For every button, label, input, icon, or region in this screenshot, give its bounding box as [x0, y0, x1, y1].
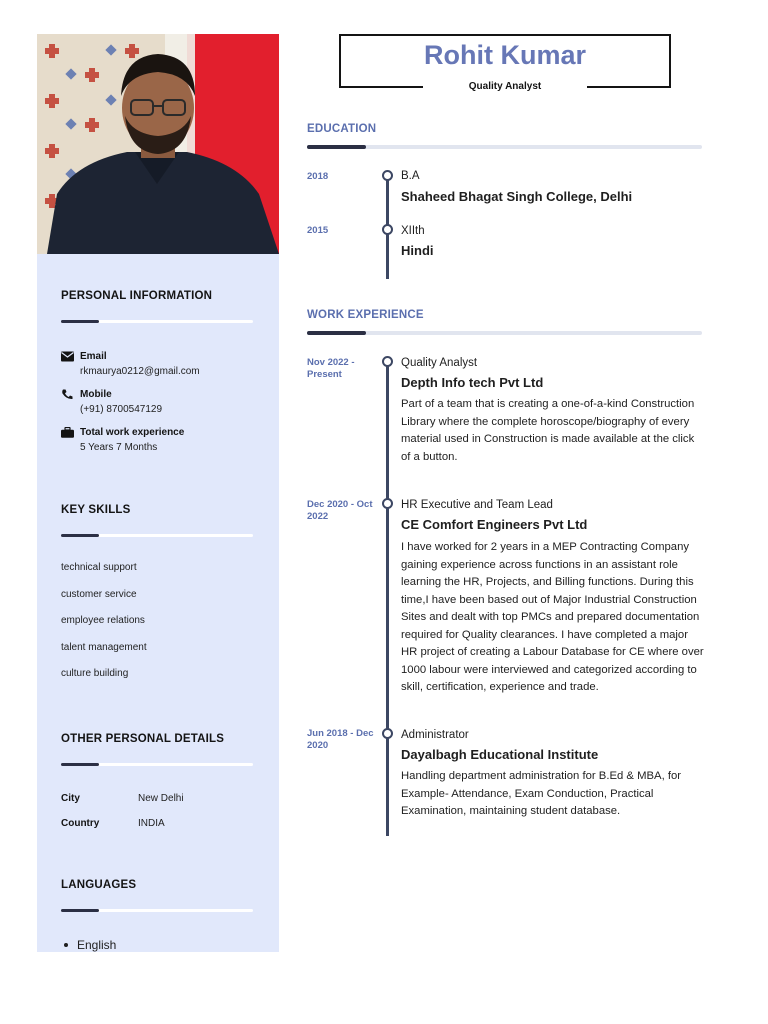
key-skills-heading: KEY SKILLS	[61, 504, 131, 516]
candidate-role: Quality Analyst	[468, 81, 542, 92]
education-heading: EDUCATION	[307, 123, 377, 135]
section-divider	[307, 331, 702, 335]
education-institution: Shaheed Bhagat Singh College, Delhi	[401, 189, 633, 204]
details-table	[61, 792, 253, 831]
other-personal-details-heading: OTHER PERSONAL DETAILS	[61, 733, 225, 745]
briefcase-icon	[61, 427, 74, 438]
bullet-icon	[64, 943, 68, 947]
language-item	[61, 938, 253, 952]
skill-item: customer service	[61, 588, 137, 600]
detail-value: New Delhi	[138, 793, 184, 804]
mobile-label: Mobile	[80, 389, 112, 400]
section-divider	[61, 534, 253, 537]
timeline-marker	[382, 170, 393, 181]
skill-item: culture building	[61, 668, 129, 679]
profile-photo-image	[37, 34, 279, 254]
work-experience-heading: WORK EXPERIENCE	[307, 309, 424, 321]
education-institution: Hindi	[401, 243, 434, 258]
work-title: Administrator	[401, 729, 469, 741]
section-divider	[61, 909, 253, 912]
work-dates: Dec 2020 - Oct 2022	[307, 499, 373, 522]
work-experience-label: Total work experience	[80, 427, 185, 438]
work-experience-item	[61, 426, 253, 455]
mobile-value[interactable]: (+91) 8700547129	[80, 404, 163, 415]
detail-value: INDIA	[138, 818, 165, 829]
work-title: HR Executive and Team Lead	[401, 499, 553, 511]
email-label: Email	[80, 351, 107, 362]
detail-key: Country	[61, 818, 100, 829]
skills-list	[61, 561, 253, 681]
timeline-marker	[382, 498, 393, 509]
sidebar	[37, 34, 279, 952]
email-item	[61, 350, 253, 379]
profile-photo	[37, 34, 279, 254]
detail-row-country	[61, 817, 253, 831]
work-dates: Nov 2022 - Present	[307, 357, 355, 380]
work-company: Dayalbagh Educational Institute	[401, 747, 599, 762]
skill-item: talent management	[61, 641, 147, 653]
key-skills-section	[61, 504, 253, 681]
timeline-marker	[382, 728, 393, 739]
work-title: Quality Analyst	[401, 357, 478, 369]
section-divider	[61, 320, 253, 323]
email-value[interactable]: rkmaurya0212@gmail.com	[80, 366, 200, 377]
work-description: Handling department administration for B.Ed & MBA, for Example- Attendance, Exam Conduction, Practical Examination, maintaining student database.	[401, 770, 682, 817]
work-timeline	[386, 362, 389, 836]
work-experience-value: 5 Years 7 Months	[80, 442, 158, 453]
languages-section	[61, 879, 253, 952]
candidate-name: Rohit Kumar	[424, 40, 586, 70]
education-year: 2018	[307, 171, 329, 182]
work-description: Part of a team that is creating a one-of-a-kind Construction Library where the complete horoscope/biography of every material used in Construction is made available at the click of a button.	[401, 398, 695, 463]
language-label: English	[77, 938, 117, 952]
detail-key: City	[61, 793, 80, 804]
work-dates: Jun 2018 - Dec 2020	[307, 728, 374, 751]
email-icon	[61, 351, 74, 362]
languages-heading: LANGUAGES	[61, 879, 137, 891]
section-divider	[61, 763, 253, 766]
timeline-marker	[382, 356, 393, 367]
detail-row-city	[61, 792, 253, 806]
personal-information-heading: PERSONAL INFORMATION	[61, 290, 213, 302]
education-year: 2015	[307, 225, 329, 236]
skill-item: employee relations	[61, 615, 145, 626]
education-degree: B.A	[401, 170, 420, 182]
phone-icon	[61, 389, 74, 400]
personal-information-section	[61, 290, 253, 455]
work-company: Depth Info tech Pvt Ltd	[401, 375, 544, 390]
mobile-item	[61, 388, 253, 417]
other-personal-details-section	[61, 733, 253, 831]
section-divider	[307, 145, 702, 149]
timeline-marker	[382, 224, 393, 235]
work-company: CE Comfort Engineers Pvt Ltd	[401, 517, 588, 532]
work-description: I have worked for 2 years in a MEP Contracting Company gaining experience across functions in an assistant role learning the HR, Projects, and Billing functions. During this time,I have been based out of Major Industrial Construction Sites and dealt with top PMCs and prepared documentation required for Quality clearances. I have completed a major HR project of creating a Labour Database for CE where over 1000 labour were interviewed and categorized according to skill, certification, experience and trade.	[401, 541, 704, 693]
education-degree: XIIth	[401, 225, 425, 237]
skill-item: technical support	[61, 562, 137, 573]
